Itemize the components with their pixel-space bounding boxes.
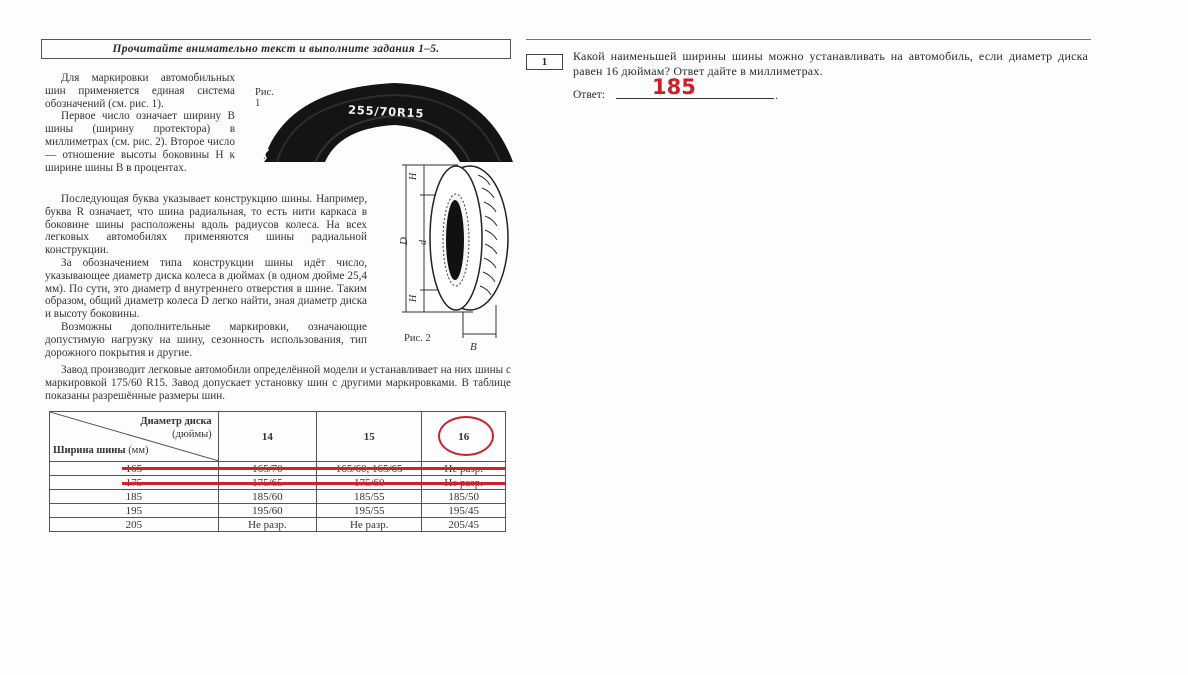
cell-15: Не разр.: [317, 518, 422, 532]
row-width: 185: [50, 490, 219, 504]
highlight-circle-16: [438, 416, 494, 456]
instruction-header: [41, 39, 511, 59]
intro-paragraph-1: Для маркировки автомобильных шин применяется единая система обозначений (см. рис. 1).: [45, 72, 235, 110]
cell-16: 205/45: [422, 518, 506, 532]
corner-bottom-unit: (мм): [128, 445, 149, 456]
dimension-H-top: H: [408, 172, 419, 180]
dimension-B: B: [470, 341, 477, 353]
task-number: 1: [541, 56, 548, 68]
tire-marking-text: 255/70R15: [347, 102, 425, 121]
cell-14: 195/60: [218, 504, 316, 518]
dimension-d: d: [418, 240, 429, 245]
answer-label: Ответ:: [573, 89, 606, 101]
tire-arc-illustration: [255, 78, 515, 163]
cell-14: Не разр.: [218, 518, 316, 532]
figure-1-caption: Рис. 1: [255, 87, 274, 109]
construction-text: [45, 193, 367, 359]
factory-text: [45, 364, 511, 402]
corner-bottom-text: Ширина шины: [53, 445, 126, 456]
figure-2-caption: Рис. 2: [404, 333, 431, 344]
corner-top-text: Диаметр диска: [140, 416, 212, 427]
table-row: [50, 504, 506, 518]
diameter-paragraph: За обозначением типа конструкции шины идёт число, указывающее диаметр диска колеса в дюймах (в одном дюйме 25,4 мм). По сути, это диаметр d внутреннего отверстия в шине. Таким образом, общий диаметр колеса D легко найти, зная диаметр диска и высоту боковины.: [45, 256, 367, 321]
factory-paragraph: Завод производит легковые автомобили определённой модели и устанавливает на них шины с маркировкой 175/60 R15. Завод допускает установку шин с другими маркировками. В таблице показаны разрешённые размеры шин.: [45, 364, 511, 402]
tire-dimension-diagram: [398, 160, 518, 360]
row-width: 195: [50, 504, 219, 518]
column-header-14: 14: [218, 412, 316, 462]
cell-16: 185/50: [422, 490, 506, 504]
instruction-text: Прочитайте внимательно текст и выполните задания 1–5.: [112, 43, 440, 55]
column-header-15: 15: [317, 412, 422, 462]
corner-top-label: [140, 415, 211, 441]
tire-size-table: [49, 411, 506, 532]
strike-line-165: [122, 467, 505, 470]
row-width: 205: [50, 518, 219, 532]
answer-value: 185: [652, 75, 696, 99]
table-row: [50, 518, 506, 532]
table-corner-cell: [50, 412, 219, 462]
cell-14: 185/60: [218, 490, 316, 504]
task-number-box: [526, 54, 563, 70]
corner-top-unit: (дюймы): [172, 429, 212, 440]
dimension-D: D: [398, 237, 410, 245]
divider-line: [526, 39, 1091, 40]
intro-text: [45, 72, 235, 174]
cell-15: 195/55: [317, 504, 422, 518]
table-row: [50, 490, 506, 504]
dimension-H-bottom: H: [408, 294, 419, 302]
corner-bottom-label: [53, 445, 148, 456]
figure-2: [398, 160, 518, 364]
task-question: Какой наименьшей ширины шины можно устанавливать на автомобиль, если диаметр диска равен 16 дюймам? Ответ дайте в миллиметрах.: [573, 49, 1088, 78]
answer-period: .: [775, 88, 778, 102]
strike-line-175: [122, 482, 505, 485]
additional-paragraph: Возможны дополнительные маркировки, означающие допустимую нагрузку на шину, сезонность использования, тип дорожного покрытия и другие.: [45, 320, 367, 359]
construction-paragraph: Последующая буква указывает конструкцию шины. Например, буква R означает, что шина радиальная, то есть нити каркаса в боковине шины расположены вдоль радиусов колеса. На всех легковых автомобилях применяются шины радиальной конструкции.: [45, 193, 367, 257]
intro-paragraph-2: Первое число означает ширину B шины (ширину протектора) в миллиметрах (см. рис. 2). Второе число — отношение высоты боковины H к ширине шины B в процентах.: [45, 110, 235, 174]
cell-16: 195/45: [422, 504, 506, 518]
cell-15: 185/55: [317, 490, 422, 504]
column-header-16: 16: [422, 412, 506, 462]
